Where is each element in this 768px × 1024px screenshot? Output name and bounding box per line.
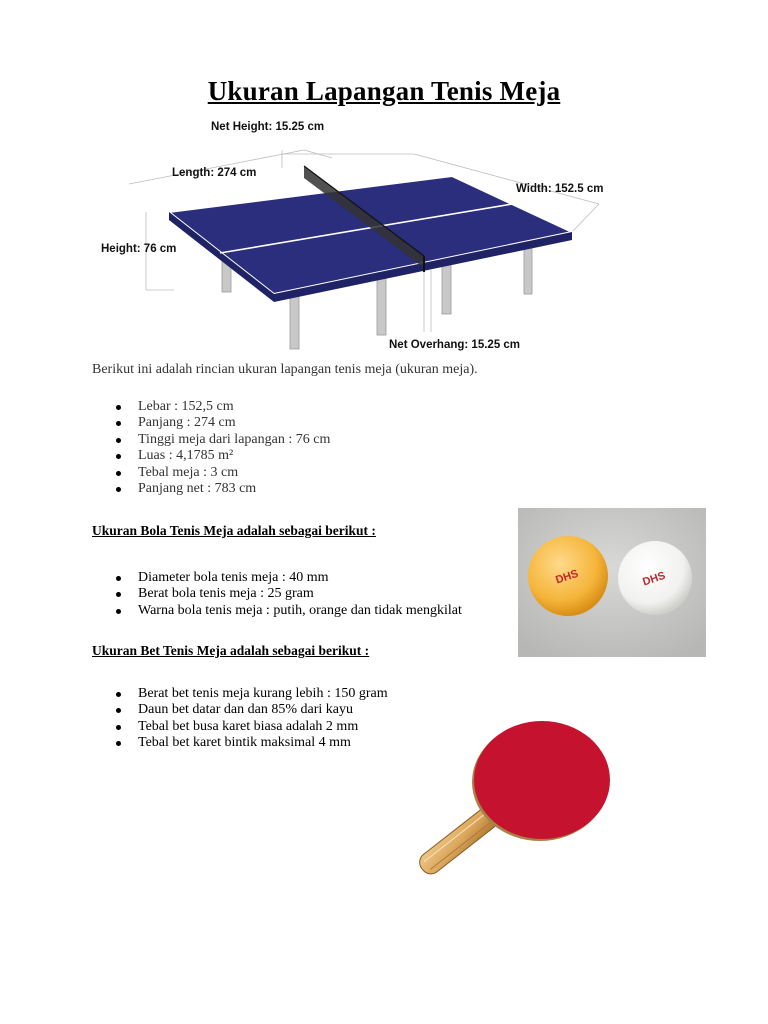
- list-item: Diameter bola tenis meja : 40 mm: [92, 570, 462, 586]
- paddle-image: [404, 718, 614, 888]
- list-item: Daun bet datar dan dan 85% dari kayu: [92, 702, 388, 718]
- table-spec-list: [92, 399, 330, 497]
- list-item: Panjang net : 783 cm: [92, 481, 330, 497]
- bat-heading: Ukuran Bet Tenis Meja adalah sebagai berikut :: [92, 643, 370, 658]
- list-item: Panjang : 274 cm: [92, 415, 330, 431]
- table-diagram: [94, 108, 634, 358]
- label-net-height: Net Height: 15.25 cm: [211, 121, 325, 133]
- ball-print-white: DHS: [641, 569, 667, 589]
- label-net-overhang: Net Overhang: 15.25 cm: [389, 339, 521, 351]
- list-item: Tebal bet busa karet biasa adalah 2 mm: [92, 719, 388, 735]
- ball-spec-list: [92, 570, 462, 619]
- paddle-rubber: [474, 721, 610, 839]
- label-height: Height: 76 cm: [101, 243, 177, 255]
- list-item: Tinggi meja dari lapangan : 76 cm: [92, 432, 330, 448]
- ball-heading: Ukuran Bola Tenis Meja adalah sebagai berikut :: [92, 523, 376, 538]
- list-item: Luas : 4,1785 m²: [92, 448, 330, 464]
- list-item: Berat bet tenis meja kurang lebih : 150 gram: [92, 686, 388, 702]
- intro-text: Berikut ini adalah rincian ukuran lapangan tenis meja (ukuran meja).: [92, 362, 478, 377]
- list-item: Warna bola tenis meja : putih, orange dan tidak mengkilat: [92, 603, 462, 619]
- list-item: Tebal meja : 3 cm: [92, 465, 330, 481]
- ball-photo: [518, 508, 706, 657]
- page-title: Ukuran Lapangan Tenis Meja: [207, 76, 561, 106]
- list-item: Lebar : 152,5 cm: [92, 399, 330, 415]
- label-width: Width: 152.5 cm: [516, 183, 604, 195]
- label-length: Length: 274 cm: [172, 167, 257, 179]
- list-item: Berat bola tenis meja : 25 gram: [92, 586, 462, 602]
- list-item: Tebal bet karet bintik maksimal 4 mm: [92, 735, 388, 751]
- bat-spec-list: [92, 686, 388, 752]
- ball-print-orange: DHS: [554, 567, 580, 587]
